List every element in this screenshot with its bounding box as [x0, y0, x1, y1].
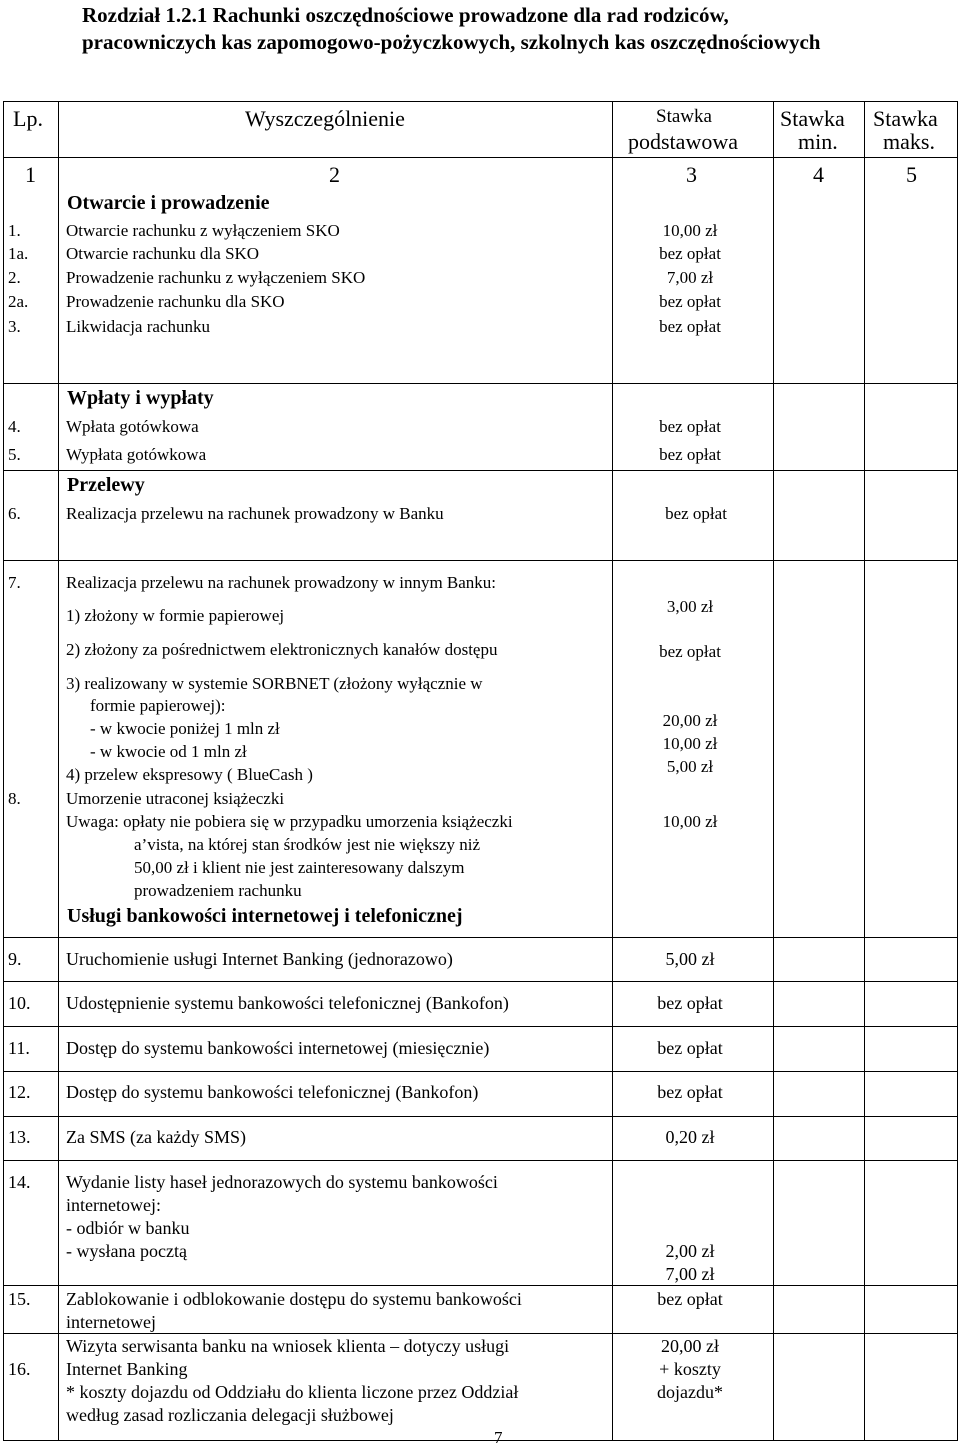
row-14-desc4: - wysłana pocztą — [66, 1241, 187, 1261]
column-number-4: 4 — [813, 162, 824, 187]
header-stawka-podstawowa-2: podstawowa — [628, 129, 738, 154]
row-14-desc2: internetowej: — [66, 1195, 161, 1215]
header-stawka-maks-1: Stawka — [873, 106, 938, 131]
row-7-sub3d-val: 10,00 zł — [662, 734, 718, 753]
row-1-val: 10,00 zł — [662, 221, 718, 240]
row-4-val: bez opłat — [659, 417, 721, 436]
row-1a-lp: 1a. — [8, 244, 29, 263]
row-16-val2: + koszty — [659, 1359, 721, 1379]
row-11-desc: Dostęp do systemu bankowości internetowej (miesięcznie) — [66, 1038, 490, 1058]
row-10-val: bez opłat — [657, 993, 723, 1013]
header-stawka-maks-2: maks. — [883, 129, 935, 154]
row-2-val: 7,00 zł — [666, 268, 714, 287]
row-1a-desc: Otwarcie rachunku dla SKO — [66, 244, 260, 263]
row-13-lp: 13. — [8, 1127, 31, 1147]
row-9-lp: 9. — [8, 949, 22, 969]
column-number-2: 2 — [329, 162, 340, 187]
row-15-val: bez opłat — [657, 1289, 723, 1309]
row-14-lp: 14. — [8, 1172, 31, 1192]
row-13-val: 0,20 zł — [665, 1127, 715, 1147]
row-2a-lp: 2a. — [8, 292, 29, 311]
section-otwarcie: Otwarcie i prowadzenie — [67, 192, 270, 214]
row-5-lp: 5. — [8, 445, 21, 464]
header-stawka-min-1: Stawka — [780, 106, 845, 131]
row-1a-val: bez opłat — [659, 244, 721, 263]
row-16-lp: 16. — [8, 1359, 31, 1379]
row-16-desc2: Internet Banking — [66, 1359, 188, 1379]
row-7-sub4: 4) przelew ekspresowy ( BlueCash ) — [66, 765, 313, 784]
row-7-sub1: 1) złożony w formie papierowej — [66, 606, 285, 625]
row-4-lp: 4. — [8, 417, 21, 436]
row-7-sub4-val: 5,00 zł — [666, 757, 714, 776]
row-7-sub2-val: bez opłat — [659, 642, 721, 661]
row-16-desc1: Wizyta serwisanta banku na wniosek klienta – dotyczy usługi — [66, 1336, 510, 1356]
row-12-val: bez opłat — [657, 1082, 723, 1102]
row-7-sub3c-val: 20,00 zł — [662, 711, 718, 730]
section-title-line2: pracowniczych kas zapomogowo-pożyczkowych, szkolnych kas oszczędnościowych — [82, 30, 821, 54]
row-8-note1: Uwaga: opłaty nie pobiera się w przypadku umorzenia książeczki — [66, 812, 513, 831]
row-3-desc: Likwidacja rachunku — [66, 317, 210, 336]
row-7-sub3d: - w kwocie od 1 mln zł — [90, 742, 247, 761]
row-6-desc: Realizacja przelewu na rachunek prowadzony w Banku — [66, 504, 444, 523]
row-13-desc: Za SMS (za każdy SMS) — [66, 1127, 246, 1147]
header-stawka-podstawowa-1: Stawka — [656, 106, 712, 127]
row-8-note4: prowadzeniem rachunku — [134, 881, 302, 900]
row-8-lp: 8. — [8, 789, 21, 808]
row-7-sub2: 2) złożony za pośrednictwem elektronicznych kanałów dostępu — [66, 640, 498, 659]
row-8-desc: Umorzenie utraconej książeczki — [66, 789, 285, 808]
row-6-lp: 6. — [8, 504, 21, 523]
row-6-val: bez opłat — [665, 504, 727, 523]
column-number-3: 3 — [686, 162, 697, 187]
row-8-val: 10,00 zł — [662, 812, 718, 831]
row-16-desc3: * koszty dojazdu od Oddziału do klienta liczone przez Oddział — [66, 1382, 519, 1402]
row-8-note3: 50,00 zł i klient nie jest zainteresowany dalszym — [134, 858, 465, 877]
row-2-desc: Prowadzenie rachunku z wyłączeniem SKO — [66, 268, 366, 287]
row-14-val1: 2,00 zł — [665, 1241, 715, 1261]
row-16-desc4: według zasad rozliczania delegacji służbowej — [66, 1405, 394, 1425]
row-15-lp: 15. — [8, 1289, 31, 1309]
section-wplaty: Wpłaty i wypłaty — [67, 387, 214, 409]
page-number: 7 — [494, 1428, 503, 1447]
row-7-sub3b: formie papierowej): — [90, 696, 226, 715]
row-12-desc: Dostęp do systemu bankowości telefonicznej (Bankofon) — [66, 1082, 479, 1102]
row-7-desc: Realizacja przelewu na rachunek prowadzony w innym Banku: — [66, 573, 497, 592]
row-3-val: bez opłat — [659, 317, 721, 336]
header-lp: Lp. — [13, 106, 43, 131]
row-9-desc: Uruchomienie usługi Internet Banking (jednorazowo) — [66, 949, 453, 969]
section-uslugi: Usługi bankowości internetowej i telefonicznej — [67, 905, 463, 927]
row-2a-desc: Prowadzenie rachunku dla SKO — [66, 292, 285, 311]
row-2a-val: bez opłat — [659, 292, 721, 311]
row-16-val1: 20,00 zł — [661, 1336, 719, 1356]
header-stawka-min-2: min. — [798, 129, 838, 154]
row-7-lp: 7. — [8, 573, 21, 592]
row-7-sub1-val: 3,00 zł — [666, 597, 714, 616]
row-14-desc3: - odbiór w banku — [66, 1218, 190, 1238]
row-15-desc2: internetowej — [66, 1312, 156, 1332]
row-15-desc1: Zablokowanie i odblokowanie dostępu do systemu bankowości — [66, 1289, 522, 1309]
column-number-1: 1 — [25, 162, 36, 187]
row-3-lp: 3. — [8, 317, 21, 336]
row-14-val2: 7,00 zł — [665, 1264, 715, 1284]
row-5-desc: Wypłata gotówkowa — [66, 445, 207, 464]
row-7-sub3c: - w kwocie poniżej 1 mln zł — [90, 719, 280, 738]
header-wyszczegolnienie: Wyszczególnienie — [245, 106, 405, 131]
row-12-lp: 12. — [8, 1082, 31, 1102]
column-number-5: 5 — [906, 162, 917, 187]
row-10-desc: Udostępnienie systemu bankowości telefonicznej (Bankofon) — [66, 993, 509, 1013]
row-1-desc: Otwarcie rachunku z wyłączeniem SKO — [66, 221, 340, 240]
row-16-val3: dojazdu* — [657, 1382, 723, 1402]
row-11-val: bez opłat — [657, 1038, 723, 1058]
section-title-line1: Rozdział 1.2.1 Rachunki oszczędnościowe prowadzone dla rad rodziców, — [82, 3, 729, 27]
section-przelewy: Przelewy — [67, 474, 145, 496]
row-2-lp: 2. — [8, 268, 21, 287]
row-4-desc: Wpłata gotówkowa — [66, 417, 199, 436]
row-8-note2: a’vista, na której stan środków jest nie większy niż — [134, 835, 481, 854]
row-5-val: bez opłat — [659, 445, 721, 464]
row-9-val: 5,00 zł — [665, 949, 715, 969]
row-14-desc1: Wydanie listy haseł jednorazowych do systemu bankowości — [66, 1172, 498, 1192]
row-7-sub3a: 3) realizowany w systemie SORBNET (złożony wyłącznie w — [66, 674, 483, 693]
row-11-lp: 11. — [8, 1038, 30, 1058]
row-10-lp: 10. — [8, 993, 31, 1013]
row-1-lp: 1. — [8, 221, 21, 240]
